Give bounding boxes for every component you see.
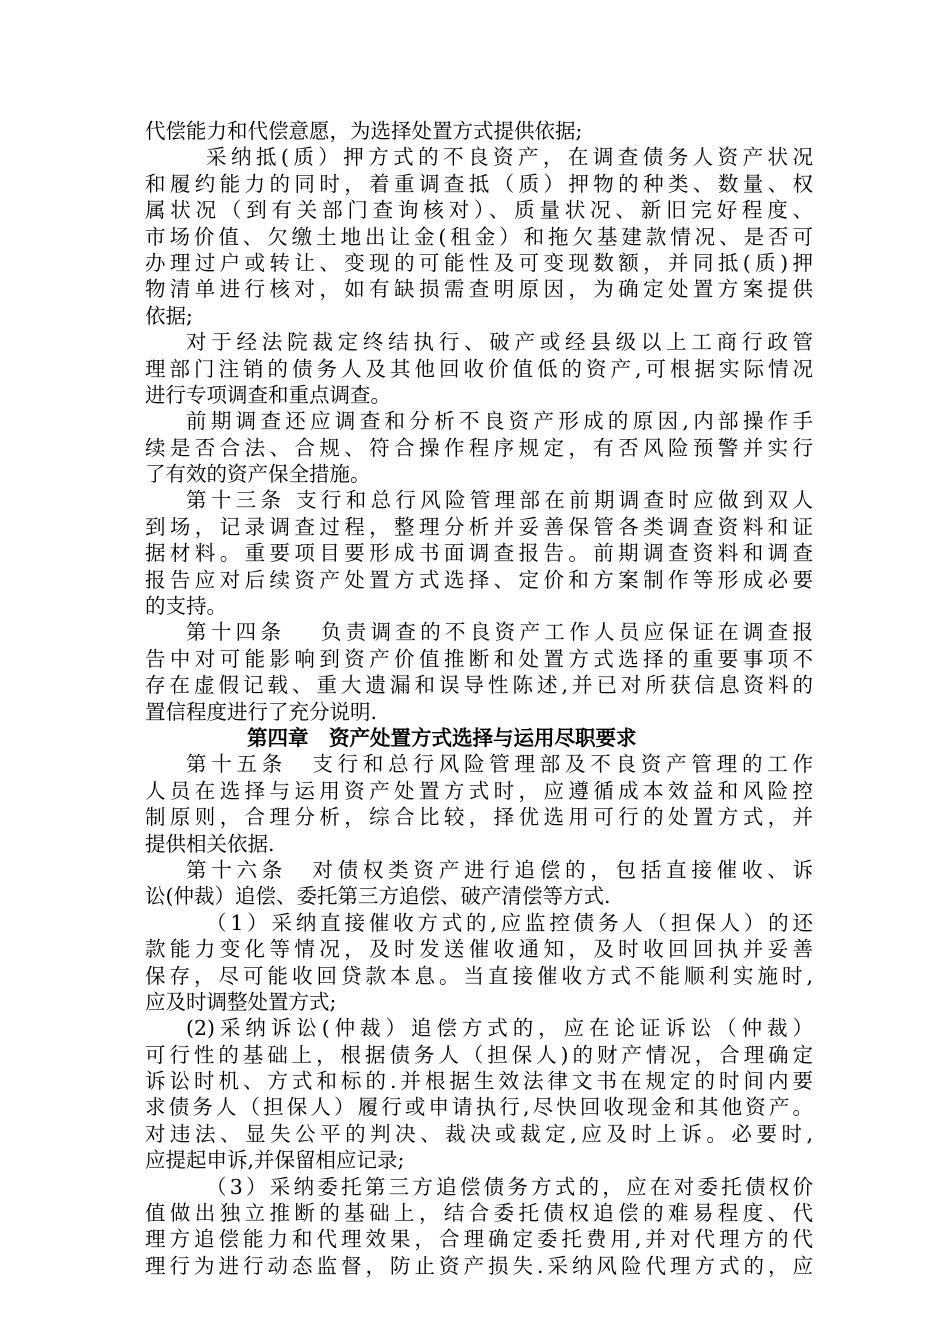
document-page: [145, 118, 813, 1279]
text-line: 人员在选择与运用资产处置方式时，应遵循成本效益和风险控: [145, 778, 813, 803]
text-line: 制原则，合理分析，综合比较，择优选用可行的处置方式，并: [145, 805, 813, 830]
text-line: (2)采纳诉讼(仲裁）追偿方式的，应在论证诉讼（仲裁）: [186, 1016, 813, 1041]
text-line: （3）采纳委托第三方追偿债务方式的，应在对委托债权价: [206, 1174, 813, 1199]
text-line: 理部门注销的债务人及其他回收价值低的资产,可根据实际情况: [145, 356, 813, 381]
text-line: 值做出独立推断的基础上，结合委托债权追偿的难易程度、代: [145, 1201, 813, 1226]
text-line: 讼(仲裁）追偿、委托第三方追偿、破产清偿等方式.: [145, 884, 611, 909]
text-line: 提供相关依据.: [145, 831, 275, 856]
text-line: 应及时调整处置方式;: [145, 989, 337, 1014]
text-line: 理行为进行动态监督，防止资产损失.采纳风险代理方式的，应: [145, 1253, 813, 1278]
text-line: 存在虚假记载、重大遗漏和误导性陈述,并已对所获信息资料的: [145, 673, 813, 698]
text-line: 应提起申诉,并保留相应记录;: [145, 1148, 405, 1173]
text-line: 理方追偿能力和代理效果，合理确定委托费用,并对代理方的代: [145, 1227, 813, 1252]
chapter-heading: 第四章 资产处置方式选择与运用尽职要求: [247, 725, 637, 750]
text-line: 第十三条 支行和总行风险管理部在前期调查时应做到双人: [186, 488, 813, 513]
text-line: 可行性的基础上，根据债务人（担保人)的财产情况，合理确定: [145, 1042, 813, 1067]
text-line: 采纳抵(质）押方式的不良资产，在调查债务人资产状况: [206, 145, 813, 170]
text-line: 保存，尽可能收回贷款本息。当直接催收方式不能顺利实施时,: [145, 963, 813, 988]
text-line: 前期调查还应调查和分析不良资产形成的原因,内部操作手: [186, 409, 813, 434]
text-line: 续是否合法、合规、符合操作程序规定，有否风险预警并实行: [145, 435, 813, 460]
text-line: 到场，记录调查过程，整理分析并妥善保管各类调查资料和证: [145, 514, 813, 539]
text-line: 据材料。重要项目要形成书面调查报告。前期调查资料和调查: [145, 541, 813, 566]
text-line: 的支持。: [145, 594, 227, 619]
text-line: 对违法、显失公平的判决、裁决或裁定,应及时上诉。必要时,: [145, 1121, 813, 1146]
text-line: 诉讼时机、方式和标的.并根据生效法律文书在规定的时间内要: [145, 1069, 813, 1094]
text-line: 求债务人（担保人）履行或申请执行,尽快回收现金和其他资产。: [145, 1095, 813, 1120]
text-line: 进行专项调查和重点调查。: [145, 382, 391, 407]
text-line: 报告应对后续资产处置方式选择、定价和方案制作等形成必要: [145, 567, 813, 592]
text-line: 告中对可能影响到资产价值推断和处置方式选择的重要事项不: [145, 646, 813, 671]
text-line: 对于经法院裁定终结执行、破产或经县级以上工商行政管: [186, 330, 813, 355]
text-line: 办理过户或转让、变现的可能性及可变现数额，并同抵(质)押: [145, 250, 813, 275]
text-line: 属状况（到有关部门查询核对）、质量状况、新旧完好程度、: [145, 198, 813, 223]
text-line: 第十五条 支行和总行风险管理部及不良资产管理的工作: [186, 752, 813, 777]
text-line: 了有效的资产保全措施。: [145, 462, 371, 487]
text-line: （1）采纳直接催收方式的,应监控债务人（担保人）的还: [206, 910, 813, 935]
text-line: 款能力变化等情况，及时发送催收通知，及时收回回执并妥善: [145, 937, 813, 962]
text-line: 代偿能力和代偿意愿，为选择处置方式提供依据;: [145, 119, 583, 143]
text-line: 市场价值、欠缴土地出让金(租金）和拖欠基建款情况、是否可: [145, 224, 813, 249]
text-line: 置信程度进行了充分说明.: [145, 699, 378, 724]
text-line: 和履约能力的同时，着重调查抵（质）押物的种类、数量、权: [145, 171, 813, 196]
text-line: 第十六条 对债权类资产进行追偿的，包括直接催收、诉: [186, 857, 813, 882]
text-line: 物清单进行核对，如有缺损需查明原因，为确定处置方案提供: [145, 277, 813, 302]
text-line: 依据;: [145, 303, 193, 328]
text-line: 第十四条 负责调查的不良资产工作人员应保证在调查报: [186, 620, 813, 645]
